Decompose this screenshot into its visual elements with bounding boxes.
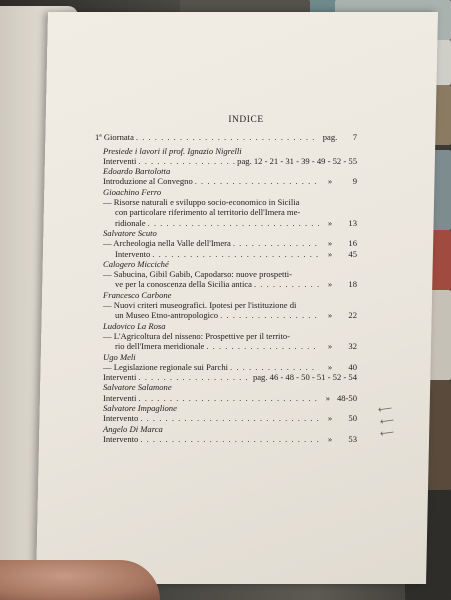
page-number: pag. 46 - 48 - 50 - 51 - 52 - 54: [252, 372, 357, 383]
index-entry: [95, 372, 357, 382]
entry-text: — Nuovi criteri museografici. Ipotesi per l'istituzione di: [103, 300, 297, 311]
index-entry: [95, 341, 357, 351]
entry-mark: »: [327, 238, 333, 249]
pencil-arrow-mark: ⟵: [379, 415, 396, 428]
index-entry: [95, 393, 357, 403]
entry-text: rio dell'Imera meridionale: [115, 341, 205, 352]
index-author: Angelo Di Marca: [103, 423, 163, 434]
entry-mark: »: [327, 361, 333, 372]
index-author: Ludovico La Rosa: [103, 320, 166, 331]
page-number: 32: [348, 341, 357, 352]
index-author: Francesco Carbone: [103, 289, 172, 300]
page-number: 18: [348, 279, 357, 290]
page-number: pag. 12 - 21 - 31 - 39 - 49 - 52 - 55: [237, 155, 357, 166]
page-number: 40: [348, 361, 357, 372]
page-number: 50: [348, 413, 357, 424]
entry-mark: »: [327, 433, 333, 444]
index-content: [95, 115, 357, 444]
dot-leader: [148, 218, 319, 228]
index-entry: [95, 362, 357, 372]
entry-text: — Legislazione regionale sui Parchi: [103, 361, 229, 372]
page-number: 53: [348, 433, 357, 444]
entry-mark: »: [327, 279, 333, 290]
index-entry: [95, 218, 357, 228]
dot-leader: [233, 238, 319, 248]
entry-mark: pag.: [322, 132, 338, 143]
dot-leader: [138, 393, 317, 403]
entry-text: 1ª Giornata: [95, 132, 134, 143]
entry-text: Interventi: [103, 155, 137, 166]
entry-text: Intervento: [103, 413, 139, 424]
index-entry: [95, 413, 357, 423]
entry-text: con particolare riferimento al territorio dell'Imera me-: [115, 207, 301, 218]
entry-text: — Risorse naturali e sviluppo socio-economico in Sicilia: [103, 197, 300, 208]
entry-mark: »: [327, 341, 333, 352]
dot-leader: [140, 413, 319, 423]
entry-text: — Archeologia nella Valle dell'Imera: [103, 238, 231, 249]
page-number: 7: [352, 132, 357, 143]
entry-text: Intervento: [115, 248, 151, 259]
dot-leader: [140, 434, 319, 444]
page-number: 45: [348, 248, 357, 259]
entry-text: ve per la conoscenza della Sicilia antica: [115, 279, 252, 290]
dot-leader: [195, 176, 319, 186]
entry-text: Interventi: [103, 392, 137, 403]
pencil-arrow-mark: ⟵: [379, 427, 396, 440]
index-entry: [95, 279, 357, 289]
page-number: 22: [348, 310, 357, 321]
dot-leader: [254, 279, 319, 289]
page-number: 16: [348, 238, 357, 249]
index-heading: Presiede i lavori il prof. Ignazio Nigrelli: [103, 145, 242, 156]
index-author: Salvatore Salamone: [103, 382, 172, 393]
index-author: Salvatore Impaglione: [103, 403, 177, 413]
index-entry: [95, 310, 357, 320]
index-author: Calogero Micciché: [103, 258, 169, 269]
entry-mark: »: [327, 413, 333, 424]
page-number: 13: [348, 217, 357, 228]
entry-mark: »: [327, 248, 333, 259]
index-author: Salvatore Scuto: [103, 227, 157, 238]
entry-text: Intervento: [103, 433, 139, 444]
index-author: Edoardo Bartolotta: [103, 166, 171, 177]
dot-leader: [220, 310, 319, 320]
entry-mark: »: [327, 176, 333, 187]
index-title: INDICE: [228, 115, 264, 125]
index-author: Gioachino Ferro: [103, 186, 162, 197]
index-entry: [95, 238, 357, 248]
index-entry: [95, 434, 357, 444]
pencil-arrow-mark: ⟵: [377, 403, 394, 416]
dot-leader: [152, 249, 319, 259]
index-entry: [95, 132, 357, 142]
page-number: 9: [352, 176, 357, 187]
dot-leader: [136, 132, 319, 142]
entry-text: Interventi: [103, 372, 137, 383]
entry-text: un Museo Etno-antropologico: [115, 310, 219, 321]
index-entry: [95, 176, 357, 186]
entry-text: ridionale: [115, 217, 146, 228]
dot-leader: [138, 372, 251, 382]
page-number: 48-50: [336, 392, 357, 403]
hand: [0, 560, 160, 600]
entry-text: — L'Agricoltura del nisseno: Prospettive per il territo-: [103, 330, 290, 341]
index-entry: [95, 156, 357, 166]
entry-mark: »: [327, 217, 333, 228]
dot-leader: [138, 156, 235, 166]
dot-leader: [230, 362, 319, 372]
dot-leader: [206, 341, 319, 351]
entry-text: Introduzione al Convegno: [103, 176, 193, 187]
entry-mark: »: [325, 392, 331, 403]
entry-mark: »: [327, 310, 333, 321]
index-author: Ugo Meli: [103, 351, 136, 362]
entry-text: — Sabucina, Gibil Gabib, Capodarso: nuove prospetti-: [103, 269, 293, 280]
index-entry: [95, 249, 357, 259]
